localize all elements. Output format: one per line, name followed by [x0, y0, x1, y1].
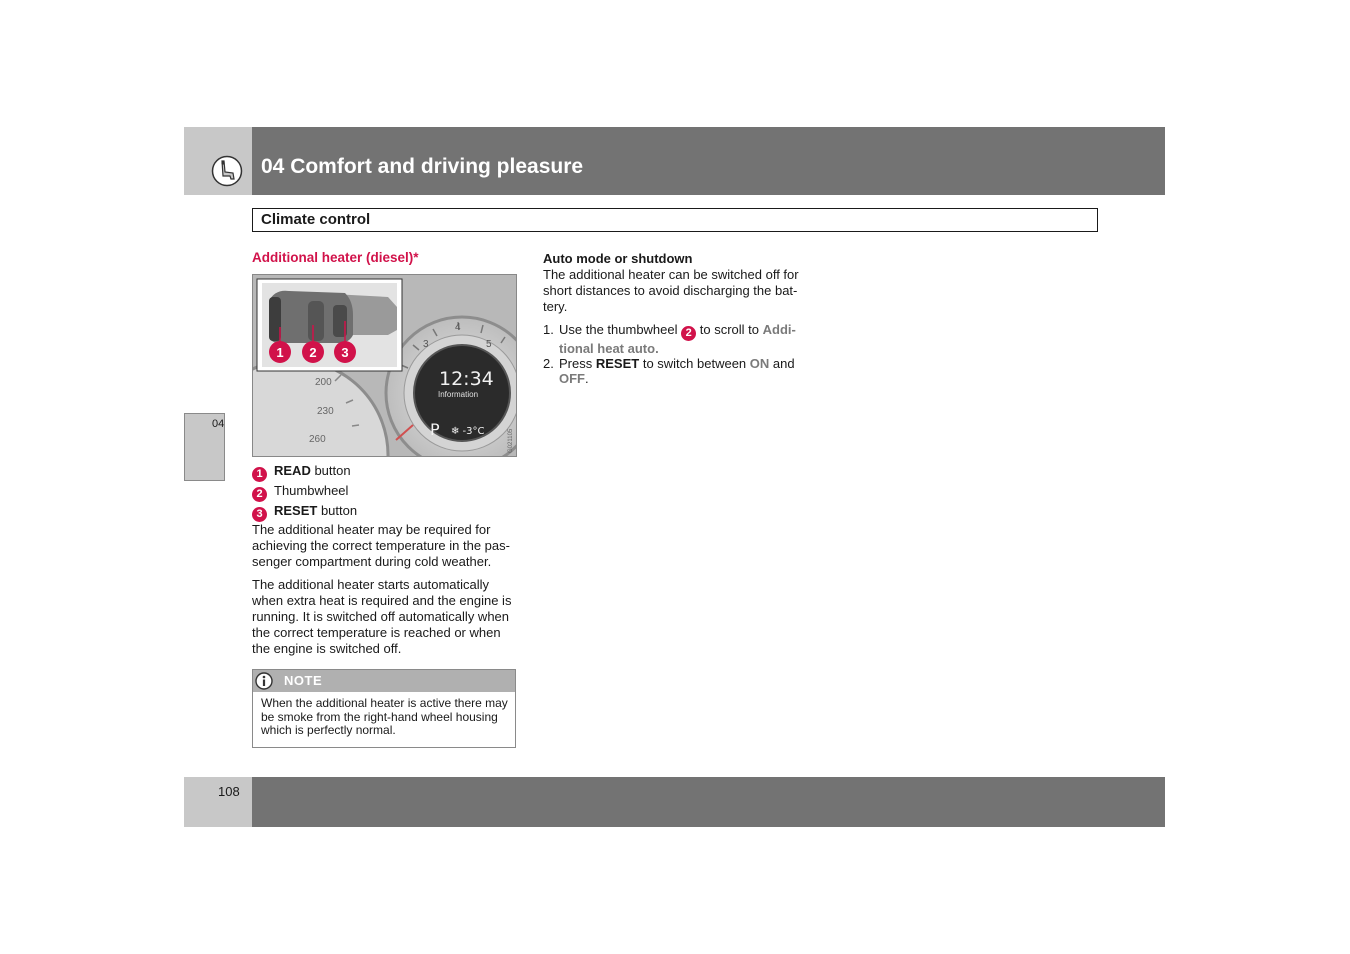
step-text: Use the thumbwheel [559, 322, 678, 337]
auto-mode-heading: Auto mode or shutdown [543, 251, 693, 266]
menu-option-part2: tional heat auto [559, 341, 656, 356]
step-1 [543, 322, 809, 354]
step-text: and [772, 356, 795, 371]
legend-item-reset [252, 503, 357, 522]
heater-paragraph-2: The additional heater starts automatically when extra heat is required and the engine is running. It is switched off automatically when the correct temperature is reached or when the engine is switched off. [252, 577, 512, 656]
figure-code: G021105 [508, 428, 514, 453]
step-text: to scroll to [699, 322, 760, 337]
thumbwheel-badge: 2 [681, 326, 696, 341]
menu-option-part1: Addi- [762, 322, 796, 337]
step-2 [543, 356, 809, 388]
option-off: OFF [559, 371, 585, 386]
section-title: Climate control [261, 211, 371, 228]
section-title-box [252, 208, 1098, 232]
speed-tick-200: 200 [315, 377, 332, 388]
step-text: to switch between [642, 356, 747, 371]
legend-name: READ [274, 463, 311, 478]
page-number: 108 [218, 784, 240, 799]
display-gear: P [430, 420, 440, 439]
display-clock: 12:34 [439, 368, 494, 390]
rpm-tick-4: 4 [455, 322, 461, 333]
legend-name: RESET [274, 503, 318, 518]
speed-tick-230: 230 [317, 406, 334, 417]
legend-number-badge: 1 [252, 467, 267, 482]
legend-suffix: button [310, 463, 351, 478]
reset-button-name: RESET [595, 356, 640, 371]
footer-band [252, 777, 1165, 827]
step-number: 2. [543, 356, 554, 371]
legend-number-badge: 2 [252, 487, 267, 502]
legend-item-read [252, 463, 351, 482]
legend-number-badge: 3 [252, 507, 267, 522]
step-text: Press [559, 356, 593, 371]
callout-2: 2 [309, 345, 317, 360]
speed-tick-260: 260 [309, 434, 326, 445]
step-end: . [655, 341, 659, 356]
legend-suffix: Thumbwheel [274, 483, 349, 498]
rpm-tick-5: 5 [486, 339, 492, 350]
note-label: NOTE [284, 673, 323, 688]
note-text: When the additional heater is active there may be smoke from the right-hand wheel housing which is perfectly normal. [261, 696, 508, 737]
step-number: 1. [543, 322, 554, 337]
step-end: . [585, 371, 589, 386]
display-temperature: ❄ -3°C [451, 426, 485, 437]
seat-icon [211, 155, 243, 187]
legend-item-thumbwheel [252, 483, 348, 502]
legend-suffix: button [317, 503, 358, 518]
auto-mode-paragraph: The additional heater can be switched off for short distances to avoid discharging the bat-tery. [543, 267, 799, 314]
callout-1: 1 [276, 345, 284, 360]
side-chapter-label: 04 [212, 418, 225, 430]
callout-3: 3 [341, 345, 349, 360]
display-info-label: Information [438, 390, 479, 399]
heater-heading: Additional heater (diesel)* [252, 250, 419, 265]
heater-paragraph-1: The additional heater may be required for achieving the correct temperature in the pas-senger compartment during cold weather. [252, 522, 510, 569]
steering-lever-figure [252, 274, 517, 457]
rpm-tick-3: 3 [423, 339, 429, 350]
option-on: ON [749, 356, 770, 371]
info-icon [255, 672, 273, 690]
chapter-title: 04 Comfort and driving pleasure [261, 155, 584, 178]
